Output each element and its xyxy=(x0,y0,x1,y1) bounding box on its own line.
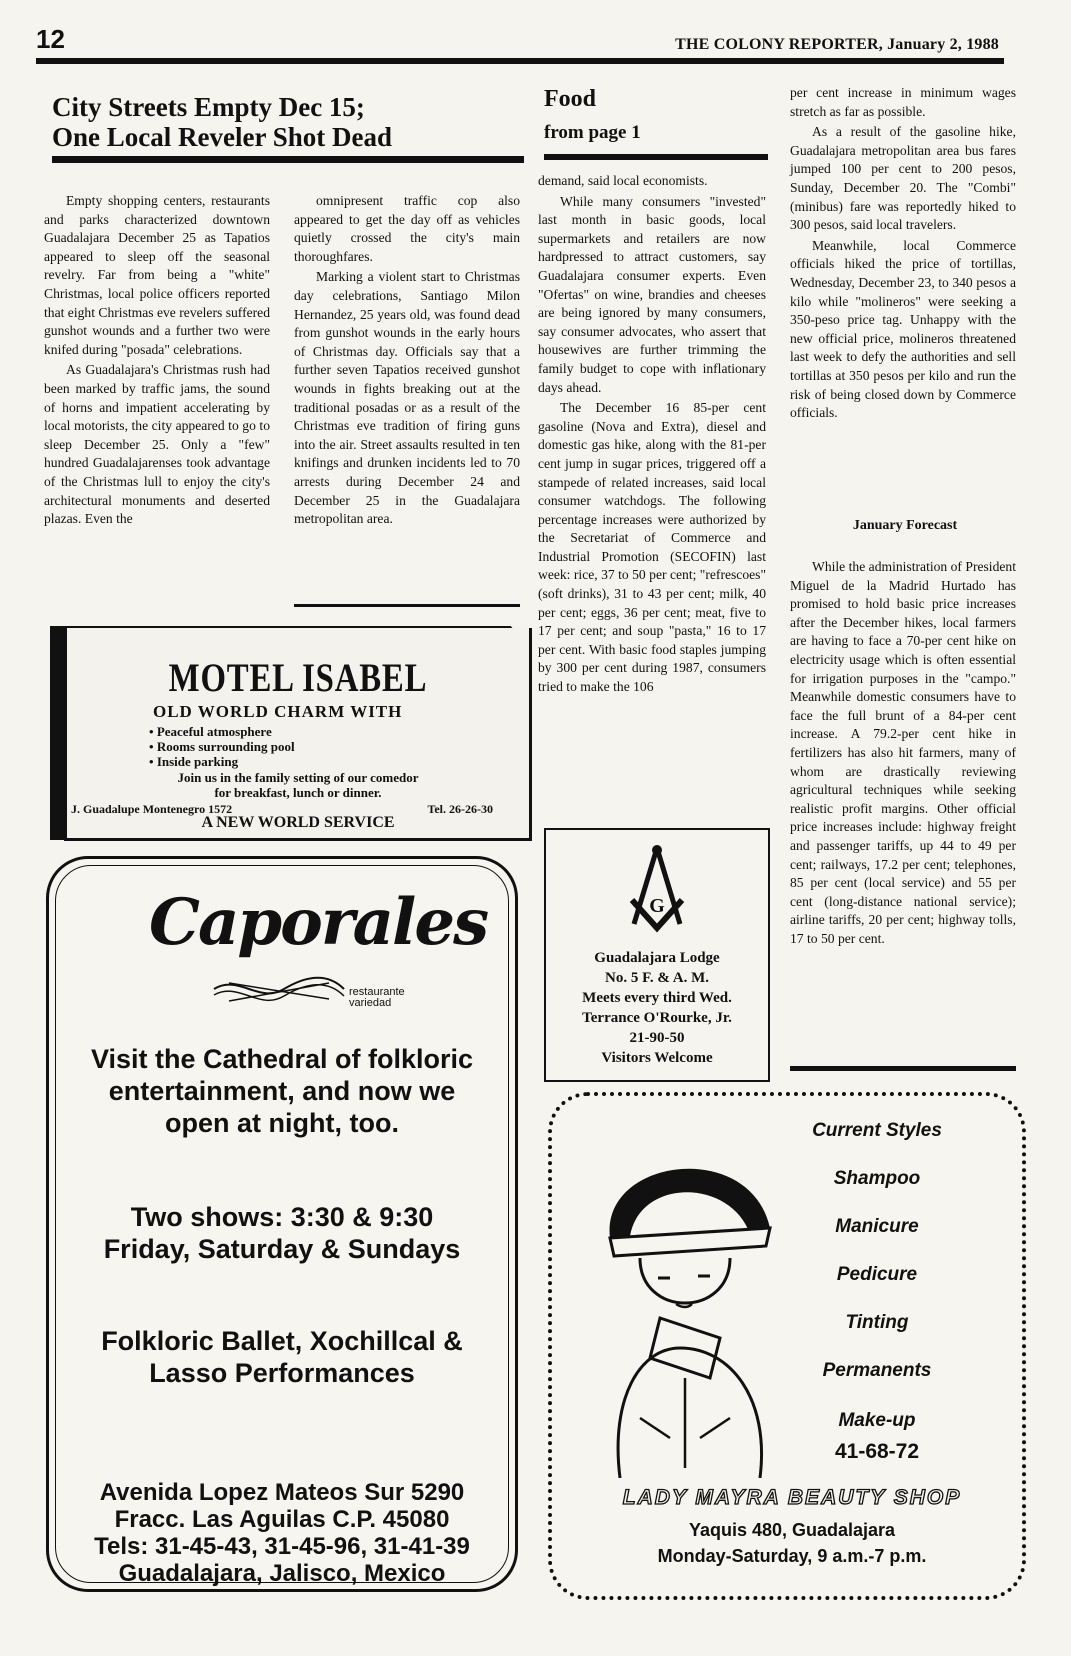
lodge-text xyxy=(546,948,768,1068)
service-manicure: Manicure xyxy=(835,1216,919,1237)
visit-line: entertainment, and now we xyxy=(108,1076,456,1106)
article1-end-rule xyxy=(294,604,520,607)
beauty-shop-ad xyxy=(548,1092,1026,1600)
motel-name: MOTEL ISABEL xyxy=(168,655,428,700)
headline-line2: One Local Reveler Shot Dead xyxy=(52,122,392,152)
motel-join-line1: Join us in the family setting of our comedor xyxy=(177,770,419,785)
forecast-para: While the administration of President Miguel de la Madrid Hurtado has promised to hold basic price increases after the December hikes, local farmers are having to face a 70-per cent hike on electricity usage which is often essential for irrigation purposes in the "campo." Meanwhile domestic consumers have to face the full brunt of a 84-per cent increase. A 79.2-per cent hike in fertilizers has also hit farmers, many of whom are drastically reviewing agricultural techniques while seeking realistic profit margins. Other official price increases include: highway freight and passenger tariffs, up 44 to 49 per cent; railways, 17.2 per cent; telephones, 85 per cent (local service) and 55 per cent (long-distance national service); airline tariffs, 20 per cent; highway tolls, 17 to 50 per cent. xyxy=(790,559,1016,946)
square-and-compass-icon xyxy=(622,844,692,940)
woman-under-hair-dryer-icon xyxy=(580,1118,790,1478)
service-current-styles: Current Styles xyxy=(812,1120,942,1141)
masthead: THE COLONY REPORTER, January 2, 1988 xyxy=(675,36,999,53)
food-continued-column xyxy=(790,84,1016,425)
lodge-line: Terrance O'Rourke, Jr. xyxy=(582,1010,732,1026)
article1-col1-para1: Empty shopping centers, restaurants and parks characterized downtown Guadalajara December 25 as Tapatios appeared to sleep off the seasonal revelry. Far from being a "white" Christmas, local police officers reported that eight Christmas eve revelers suffered gunshot wounds and a further two were knifed during "posada" celebrations. xyxy=(44,193,270,357)
beauty-address: Yaquis 480, Guadalajara xyxy=(688,1520,896,1540)
lodge-emblem-letter: G xyxy=(649,895,665,917)
food-subtitle: from page 1 xyxy=(544,122,641,143)
lodge-line: Guadalajara Lodge xyxy=(594,950,720,966)
masthead-rule xyxy=(36,58,1004,64)
caporales-logo: Caporales xyxy=(149,885,488,960)
service-permanents: Permanents xyxy=(822,1360,932,1381)
food-column xyxy=(538,172,766,699)
caporales-ad xyxy=(46,856,518,1592)
ballet-line: Folkloric Ballet, Xochillcal & xyxy=(101,1326,463,1356)
caporales-sub2: variedad xyxy=(349,997,392,1009)
address-line: Tels: 31-45-43, 31-45-96, 31-41-39 xyxy=(94,1533,470,1560)
food-title-rule xyxy=(544,154,768,160)
caporales-sub1: restaurante xyxy=(349,986,405,998)
service-tinting: Tinting xyxy=(845,1312,909,1333)
food-col3-para3: The December 16 85-per cent gasoline (Nova and Extra), diesel and domestic gas hike, along with the 81-per cent jump in sugar prices, triggered off a stampede of related increases, said local consumer watchdogs. The following percentage increases were authorized by the Secretariat of Commerce and Industrial Promotion (SECOFIN) last week: rice, 37 to 50 per cent; "refrescoes" (soft drinks), 31 to 43 per cent; milk, 40 per cent; eggs, 36 per cent; meat, five to 17 per cent; and soup "pasta," 16 to 17 per cent. With basic food staples jumping by 300 per cent during 1987, consumers tried to make the 106 xyxy=(538,400,766,695)
service-shampoo: Shampoo xyxy=(833,1168,921,1189)
motel-features xyxy=(149,724,295,769)
caporales-ballet-text xyxy=(49,1325,515,1389)
lodge-line: Meets every third Wed. xyxy=(582,990,732,1006)
caporales-shows-text xyxy=(49,1201,515,1265)
motel-service-slogan: A NEW WORLD SERVICE xyxy=(201,814,395,831)
ballet-line: Lasso Performances xyxy=(149,1358,415,1388)
service-pedicure: Pedicure xyxy=(836,1264,918,1285)
address-line: Avenida Lopez Mateos Sur 5290 xyxy=(99,1479,465,1506)
food-col4-para1: per cent increase in minimum wages stretch as far as possible. xyxy=(790,85,1016,119)
visit-line: open at night, too. xyxy=(165,1108,399,1138)
motel-feature: • Inside parking xyxy=(149,754,295,769)
caporales-visit-text xyxy=(49,1043,515,1139)
caporales-address xyxy=(49,1479,515,1587)
address-line: Fracc. Las Aguilas C.P. 45080 xyxy=(114,1506,450,1533)
article1-col1-para2: As Guadalajara's Christmas rush had been marked by traffic jams, the sound of horns and impatient accelerating by local motorists, the city appeared to go to sleep December 25. Only a "few" hundred Guadalajarenses took advantage of the Christmas lull to enjoy the city's architectural monuments and deserted plazas. Even the xyxy=(44,362,270,527)
article1-column2 xyxy=(294,192,520,531)
motel-join-line2: for breakfast, lunch or dinner. xyxy=(214,785,382,800)
visit-line: Visit the Cathedral of folkloric xyxy=(90,1044,474,1074)
article1-col2-para1: omnipresent traffic cop also appeared to get the day off as vehicles quietly crossed the city's main thoroughfares. xyxy=(294,193,520,264)
beauty-shop-name: LADY MAYRA BEAUTY SHOP xyxy=(622,1486,962,1509)
page-number: 12 xyxy=(36,24,65,54)
caporales-subtitle xyxy=(349,987,405,1009)
forecast-column xyxy=(790,558,1016,950)
headline-line1: City Streets Empty Dec 15; xyxy=(52,92,365,122)
headline-rule xyxy=(52,156,524,163)
lodge-line: No. 5 F. & A. M. xyxy=(604,970,710,986)
motel-feature: • Peaceful atmosphere xyxy=(149,724,295,739)
article1-column1 xyxy=(44,192,270,531)
food-col4-para3: Meanwhile, local Commerce officials hiked the price of tortillas, Wednesday, December 23, to 340 pesos a kilo while "molineros" were seeking a 350-peso price tag. Unhappy with the new official price, molineros threatened last week to defy the authorities and sell tortillas at 350 pesos per kilo and run the risk of being closed down by Commerce officials. xyxy=(790,237,1016,421)
motel-feature: • Rooms surrounding pool xyxy=(149,739,295,754)
headline xyxy=(52,92,522,152)
motel-address: J. Guadalupe Montenegro 1572 xyxy=(71,802,233,816)
food-col3-para1: demand, said local economists. xyxy=(538,173,708,188)
lodge-line: 21-90-50 xyxy=(629,1030,685,1046)
shows-line: Two shows: 3:30 & 9:30 xyxy=(130,1202,434,1232)
beauty-phone: 41-68-72 xyxy=(834,1440,920,1463)
motel-isabel-ad xyxy=(64,628,532,841)
food-col3-para2: While many consumers "invested" last month in basic goods, local supermarkets and retailers are now hardpressed to attract customers, say Guadalajara consumer experts. Even "Ofertas" on wine, brandies and cheeses are being ignored by many consumers, say consumer advocates, who assert that housewives are further trimming the family budget to cope with inflationary days ahead. xyxy=(538,193,766,395)
column4-end-rule xyxy=(790,1066,1016,1071)
food-title: Food xyxy=(544,86,597,112)
motel-ad-left-bar xyxy=(50,626,64,840)
forecast-heading: January Forecast xyxy=(852,518,958,533)
motel-join-text xyxy=(67,770,529,800)
motel-telephone: Tel. 26-26-30 xyxy=(427,802,493,816)
lodge-line: Visitors Welcome xyxy=(601,1050,713,1066)
article1-col2-para2: Marking a violent start to Christmas day celebrations, Santiago Milon Hernandez, 25 years old, was found dead from gunshot wounds in the early hours of Christmas day. Officials say that a further seven Tapatios received gunshot wounds in fights breaking out at the traditional posadas or as a result of the Christmas eve tradition of firing guns into the air. Street assaults resulted in ten knifings and drunken incidents led to 70 arrests during December 24 and December 25 in the Guadalajara metropolitan area. xyxy=(294,269,520,527)
lodge-ad xyxy=(544,828,770,1082)
address-line: Guadalajara, Jalisco, Mexico xyxy=(118,1560,446,1587)
beauty-hours: Monday-Saturday, 9 a.m.-7 p.m. xyxy=(657,1546,927,1566)
food-col4-para2: As a result of the gasoline hike, Guadalajara metropolitan area bus fares jumped 100 per cent to 200 pesos, Sunday, December 20. The "Combi" (minibus) fare was reportedly hiked to 300 pesos, said local travelers. xyxy=(790,124,1016,233)
motel-tagline: OLD WORLD CHARM WITH xyxy=(153,702,403,721)
service-make-up: Make-up xyxy=(838,1410,916,1431)
logo-flourish-icon xyxy=(209,969,349,1009)
shows-line: Friday, Saturday & Sundays xyxy=(103,1234,461,1264)
